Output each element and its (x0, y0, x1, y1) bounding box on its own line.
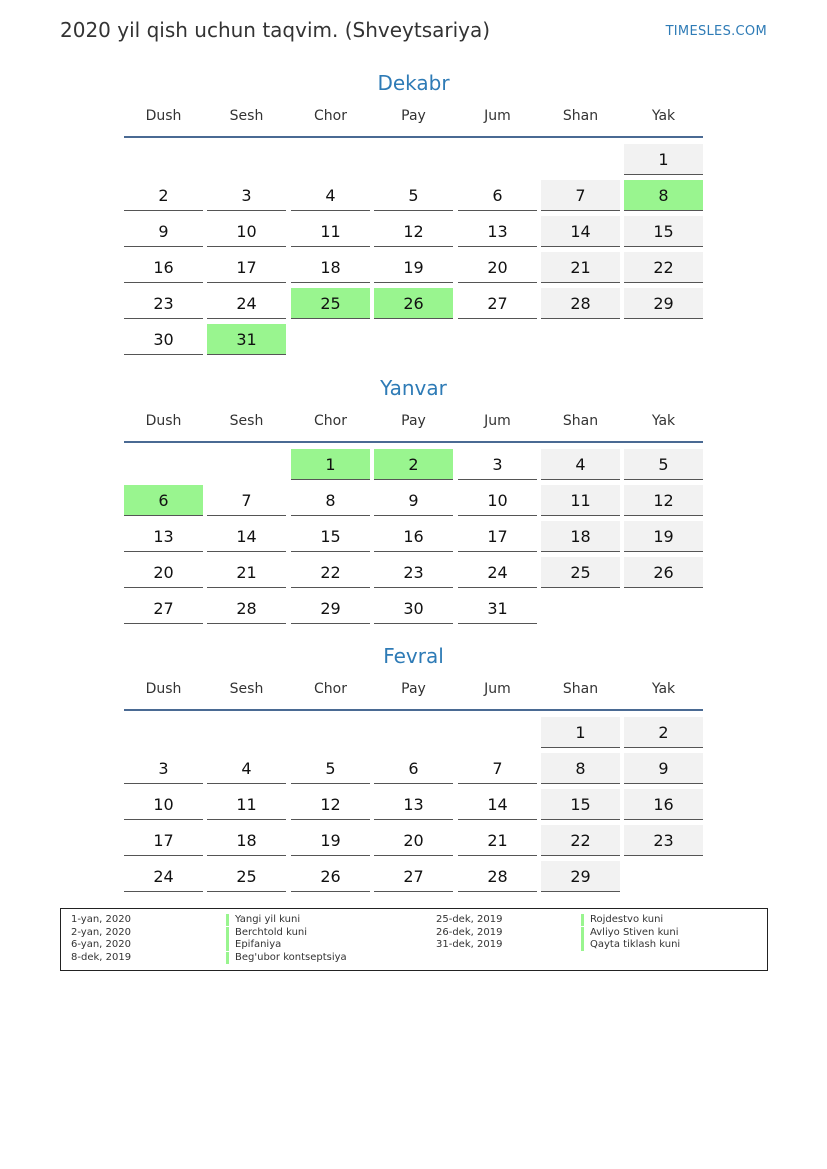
day-cell: 24 (124, 861, 203, 892)
weekday-label: Chor (314, 108, 347, 124)
day-cell: 20 (374, 825, 453, 856)
day-cell: 7 (207, 485, 286, 516)
legend-holiday-name: Qayta tiklash kuni (581, 939, 680, 951)
weekday-label: Sesh (229, 413, 264, 429)
holiday-legend (60, 908, 768, 971)
day-cell: 13 (374, 789, 453, 820)
month-block-yanvar (124, 373, 703, 618)
holiday-day-cell: 26 (374, 288, 453, 319)
weekday-label: Chor (314, 681, 347, 697)
legend-date: 1-yan, 2020 (71, 914, 131, 925)
day-cell: 12 (624, 485, 703, 516)
day-cell: 27 (124, 593, 203, 624)
weekday-label: Dush (145, 681, 182, 697)
day-cell: 7 (541, 180, 620, 211)
day-cell: 22 (291, 557, 370, 588)
day-cell: 4 (291, 180, 370, 211)
day-cell: 19 (291, 825, 370, 856)
holiday-day-cell: 2 (374, 449, 453, 480)
weekday-label: Pay (401, 681, 426, 697)
day-cell: 3 (458, 449, 537, 480)
day-cell: 26 (624, 557, 703, 588)
legend-holiday-name: Rojdestvo kuni (581, 914, 663, 926)
legend-holiday-name: Yangi yil kuni (226, 914, 300, 926)
day-cell: 26 (291, 861, 370, 892)
weekday-header (124, 403, 703, 443)
day-cell: 21 (458, 825, 537, 856)
day-cell: 8 (541, 753, 620, 784)
weekday-label: Yak (651, 681, 676, 697)
day-cell: 9 (124, 216, 203, 247)
day-cell: 16 (374, 521, 453, 552)
holiday-day-cell: 31 (207, 324, 286, 355)
legend-date: 2-yan, 2020 (71, 926, 131, 938)
weekday-label: Chor (314, 413, 347, 429)
day-cell: 11 (541, 485, 620, 516)
day-cell: 23 (374, 557, 453, 588)
day-cell: 12 (291, 789, 370, 820)
day-cell: 18 (291, 252, 370, 283)
weekday-label: Pay (401, 413, 426, 429)
weekday-label: Dush (145, 413, 182, 429)
day-cell: 10 (458, 485, 537, 516)
weekday-label: Shan (562, 108, 599, 124)
weekday-header (124, 671, 703, 711)
weekday-label: Jum (484, 413, 511, 429)
day-cell: 16 (124, 252, 203, 283)
legend-date: 8-dek, 2019 (71, 951, 132, 963)
day-cell: 11 (207, 789, 286, 820)
day-cell: 9 (624, 753, 703, 784)
day-cell: 25 (541, 557, 620, 588)
day-cell: 17 (207, 252, 286, 283)
legend-date: 26-dek, 2019 (436, 926, 503, 938)
day-cell: 22 (624, 252, 703, 283)
day-cell: 2 (624, 717, 703, 748)
day-cell: 23 (124, 288, 203, 319)
weekday-label: Yak (651, 413, 676, 429)
holiday-day-cell: 6 (124, 485, 203, 516)
day-cell: 15 (624, 216, 703, 247)
weekday-label: Sesh (229, 681, 264, 697)
weekday-label: Dush (145, 108, 182, 124)
day-cell: 27 (374, 861, 453, 892)
weekday-header (124, 98, 703, 138)
weekday-label: Yak (651, 108, 676, 124)
day-cell: 14 (541, 216, 620, 247)
weekday-label: Shan (562, 681, 599, 697)
day-cell: 4 (207, 753, 286, 784)
legend-holiday-name: Berchtold kuni (226, 927, 307, 939)
day-cell: 18 (541, 521, 620, 552)
day-cell: 7 (458, 753, 537, 784)
day-cell: 1 (541, 717, 620, 748)
day-cell: 22 (541, 825, 620, 856)
day-cell: 13 (124, 521, 203, 552)
holiday-day-cell: 8 (624, 180, 703, 211)
day-cell: 11 (291, 216, 370, 247)
day-cell: 27 (458, 288, 537, 319)
day-cell: 6 (458, 180, 537, 211)
day-cell: 19 (374, 252, 453, 283)
day-cell: 24 (207, 288, 286, 319)
day-cell: 15 (541, 789, 620, 820)
day-cell: 17 (124, 825, 203, 856)
day-cell: 1 (624, 144, 703, 175)
day-cell: 12 (374, 216, 453, 247)
day-cell: 5 (291, 753, 370, 784)
day-cell: 10 (207, 216, 286, 247)
month-title: Yanvar (380, 376, 447, 400)
month-title: Dekabr (377, 71, 450, 95)
day-cell: 20 (458, 252, 537, 283)
legend-holiday-name: Beg'ubor kontseptsiya (226, 952, 347, 964)
month-block-fevral (124, 641, 703, 886)
day-cell: 3 (124, 753, 203, 784)
day-cell: 25 (207, 861, 286, 892)
brand-link[interactable]: TIMESLES.COM (665, 24, 767, 39)
day-cell: 24 (458, 557, 537, 588)
day-cell: 16 (624, 789, 703, 820)
day-cell: 29 (624, 288, 703, 319)
day-cell: 23 (624, 825, 703, 856)
day-cell: 6 (374, 753, 453, 784)
day-cell: 29 (291, 593, 370, 624)
day-cell: 31 (458, 593, 537, 624)
legend-date: 25-dek, 2019 (436, 914, 503, 925)
day-cell: 14 (458, 789, 537, 820)
day-cell: 21 (207, 557, 286, 588)
day-cell: 2 (124, 180, 203, 211)
day-cell: 10 (124, 789, 203, 820)
day-cell: 14 (207, 521, 286, 552)
weekday-label: Shan (562, 413, 599, 429)
day-cell: 30 (374, 593, 453, 624)
day-cell: 17 (458, 521, 537, 552)
page-title: 2020 yil qish uchun taqvim. (Shveytsariya) (60, 18, 491, 42)
weekday-label: Pay (401, 108, 426, 124)
month-title: Fevral (383, 644, 444, 668)
day-cell: 28 (541, 288, 620, 319)
day-cell: 19 (624, 521, 703, 552)
weekday-label: Sesh (229, 108, 264, 124)
day-cell: 13 (458, 216, 537, 247)
day-cell: 9 (374, 485, 453, 516)
day-cell: 30 (124, 324, 203, 355)
day-cell: 28 (207, 593, 286, 624)
holiday-day-cell: 25 (291, 288, 370, 319)
weekday-label: Jum (484, 108, 511, 124)
legend-holiday-name: Avliyo Stiven kuni (581, 927, 679, 939)
weekday-label: Jum (484, 681, 511, 697)
day-cell: 15 (291, 521, 370, 552)
day-cell: 20 (124, 557, 203, 588)
day-cell: 5 (374, 180, 453, 211)
day-cell: 28 (458, 861, 537, 892)
day-cell: 21 (541, 252, 620, 283)
day-cell: 29 (541, 861, 620, 892)
day-cell: 18 (207, 825, 286, 856)
legend-date: 6-yan, 2020 (71, 939, 131, 950)
holiday-day-cell: 1 (291, 449, 370, 480)
day-cell: 4 (541, 449, 620, 480)
legend-date: 31-dek, 2019 (436, 939, 503, 950)
day-cell: 8 (291, 485, 370, 516)
month-block-dekabr (124, 68, 703, 349)
day-cell: 5 (624, 449, 703, 480)
day-cell: 3 (207, 180, 286, 211)
legend-holiday-name: Epifaniya (226, 939, 281, 951)
